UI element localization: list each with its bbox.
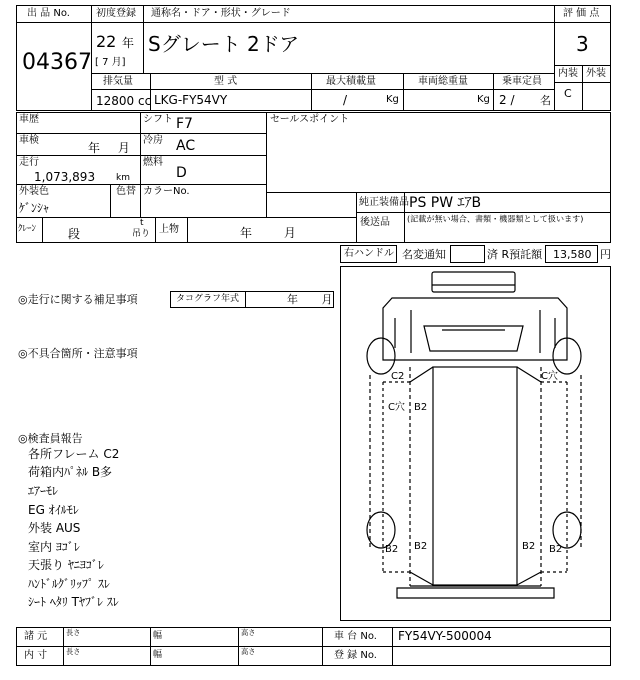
- crane-date: 年 月: [240, 226, 296, 240]
- inspection-value: 年 月: [88, 141, 130, 155]
- exterior-color-label: 外装色: [19, 186, 49, 197]
- capacity-unit: 名: [540, 94, 551, 107]
- crane-hoist: 吊り: [132, 229, 151, 239]
- diagram-mark: C穴: [388, 402, 405, 413]
- fuel-value: D: [176, 165, 187, 181]
- inspector-line: 天張り ﾔﾆﾖｺﾞﾚ: [28, 558, 104, 572]
- inspector-line: EG ｵｲﾙﾓﾚ: [28, 503, 79, 517]
- crane-label: ｸﾚｰﾝ: [18, 224, 37, 234]
- defects-title: ◎不具合箇所・注意事項: [18, 347, 138, 360]
- inspector-line: 荷箱内ﾊﾟﾈﾙ B多: [28, 465, 113, 479]
- mileage-label: 走行: [19, 157, 39, 168]
- interior-score: C: [564, 87, 572, 100]
- displacement-value: 12800 cc: [96, 94, 152, 108]
- equipment-value: PS PW ｴｱB: [409, 195, 482, 211]
- inspector-line: ｼｰﾄ ﾍﾀﾘ Tﾔﾌﾞﾚ ｽﾚ: [28, 595, 119, 609]
- inner-height-label: 高さ: [241, 648, 256, 657]
- inspector-line: 外装 AUS: [28, 521, 81, 535]
- max-load-unit: Kg: [386, 94, 399, 105]
- diagram-mark: B2: [414, 402, 428, 413]
- diagram-mark: B2: [414, 541, 428, 552]
- lot-number: 04367: [22, 50, 92, 75]
- dims-label: 諸 元: [24, 631, 48, 642]
- exterior-label: 外装: [586, 68, 606, 79]
- first-reg-label: 初度登録: [96, 8, 136, 19]
- diagram-mark: B2: [522, 541, 536, 552]
- recycle-label: 済 R預託額: [487, 248, 543, 261]
- steering-value: 右ハンドル: [344, 248, 394, 259]
- fuel-label: 燃料: [143, 157, 163, 168]
- shift-label: シフト: [143, 114, 173, 125]
- chassis-number: FY54VY-500004: [398, 629, 492, 643]
- color-no-label: 色替: [116, 186, 136, 197]
- chassis-label: 車 台 No.: [334, 631, 377, 642]
- score-label: 評 価 点: [563, 8, 600, 19]
- height-label: 高さ: [241, 629, 256, 638]
- ac-value: AC: [176, 138, 196, 154]
- sales-point-label: セールスポイント: [270, 114, 350, 125]
- gross-weight-unit: Kg: [477, 94, 490, 105]
- inspector-line: ﾊﾝﾄﾞﾙｸﾞﾘｯﾌﾟ ｽﾚ: [28, 577, 110, 591]
- exterior-color-value: ｹﾞﾝｼｬ: [19, 201, 50, 215]
- inner-dims-label: 内 寸: [24, 650, 48, 661]
- diagram-mark: B2: [385, 544, 399, 555]
- driving-notes-title: ◎走行に関する補足事項: [18, 293, 138, 306]
- capacity-label: 乗車定員: [502, 76, 542, 87]
- recycle-amount: 13,580: [553, 248, 592, 261]
- inspector-line: ｴｱｰﾓﾚ: [28, 484, 59, 498]
- crane-up-label: 上物: [159, 224, 179, 235]
- shift-value: F7: [176, 116, 193, 132]
- lot-label: 出 品 No.: [27, 8, 70, 19]
- length-label: 長さ: [66, 629, 81, 638]
- name-label: 通称名・ドア・形状・グレード: [151, 8, 291, 19]
- reg-year: 22: [96, 32, 117, 51]
- tachograph-label: タコグラフ年式: [176, 294, 240, 304]
- accessories-note: (記載が無い場合、書類・機器類として扱います): [407, 215, 584, 225]
- recycle-unit: 円: [600, 248, 611, 261]
- mileage-value: 1,073,893: [34, 170, 96, 184]
- model-label: 型 式: [214, 76, 238, 87]
- interior-label: 内装: [558, 68, 578, 79]
- registration-label: 登 録 No.: [334, 650, 377, 661]
- accessories-label: 後送品: [360, 217, 390, 228]
- history-label: 車歴: [19, 114, 39, 125]
- equipment-label: 純正装備品: [359, 197, 409, 208]
- inspector-line: 室内 ﾖｺﾞﾚ: [28, 540, 80, 554]
- max-load-value: /: [343, 93, 348, 107]
- name-change-label: 名変通知: [402, 248, 446, 261]
- score-value: 3: [576, 32, 589, 56]
- width-label: 幅: [153, 631, 163, 641]
- color-code-label: カラーNo.: [143, 186, 190, 197]
- model-value: LKG-FY54VY: [154, 93, 228, 107]
- inner-length-label: 長さ: [66, 648, 81, 657]
- crane-ton: t: [140, 218, 144, 228]
- reg-month: [ 7 月]: [95, 57, 126, 68]
- mileage-unit: km: [116, 173, 130, 183]
- reg-year-unit: 年: [122, 36, 135, 50]
- inspection-label: 車検: [19, 135, 39, 146]
- ac-label: 冷房: [143, 135, 163, 146]
- diagram-mark: C2: [391, 371, 405, 382]
- diagram-mark: B2: [549, 544, 563, 555]
- grade-text: Sグレート 2ドア: [148, 32, 300, 56]
- crane-stage: 段: [68, 227, 81, 241]
- inspector-line: 各所フレーム C2: [28, 447, 120, 461]
- inner-width-label: 幅: [153, 650, 163, 660]
- gross-weight-label: 車両総重量: [418, 76, 468, 87]
- tachograph-date: 年 月: [287, 293, 333, 306]
- inspector-title: ◎検査員報告: [18, 432, 83, 445]
- displacement-label: 排気量: [103, 76, 133, 87]
- diagram-mark: C穴: [541, 371, 558, 382]
- capacity-value: 2 /: [499, 93, 515, 107]
- max-load-label: 最大積載量: [326, 76, 376, 87]
